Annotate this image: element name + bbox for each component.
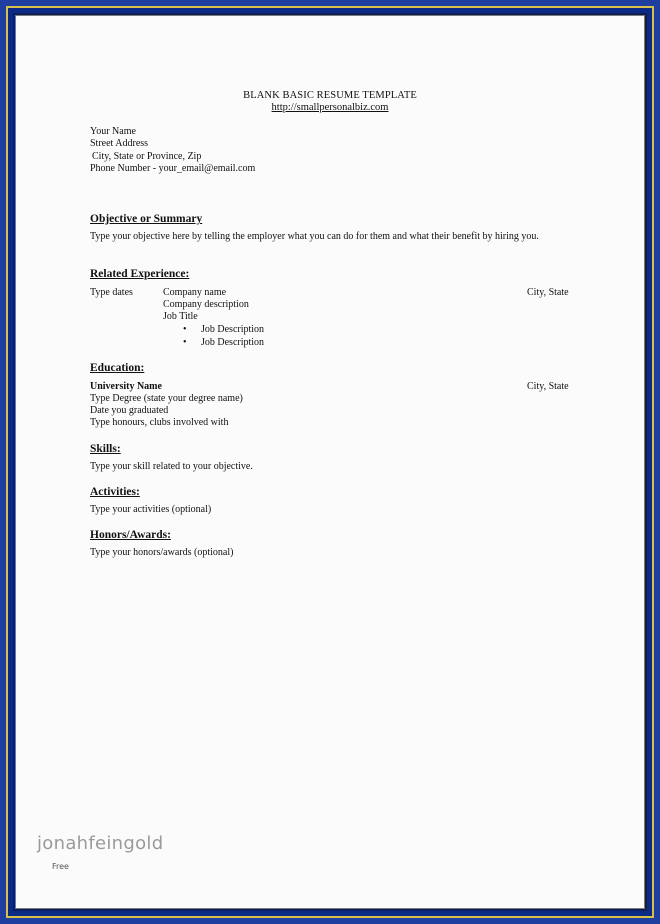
honors-text: Type your honors/awards (optional) — [90, 547, 234, 558]
objective-text: Type your objective here by telling the employer what you can do for them and what their benefit by hiring you. — [90, 231, 539, 242]
honors-heading: Honors/Awards: — [90, 529, 171, 541]
contact-name: Your Name — [90, 126, 136, 137]
contact-phone-email: Phone Number - your_email@email.com — [90, 163, 256, 174]
education-heading: Education: — [90, 362, 145, 374]
experience-company: Company name — [163, 287, 227, 298]
experience-description: Company description — [163, 299, 249, 310]
bullet-icon: • — [183, 337, 187, 348]
education-graduated: Date you graduated — [90, 405, 169, 416]
watermark-small-text: Free — [52, 862, 69, 871]
document-title: BLANK BASIC RESUME TEMPLATE — [243, 90, 417, 101]
objective-heading: Objective or Summary — [90, 213, 203, 225]
activities-heading: Activities: — [90, 486, 140, 498]
contact-street: Street Address — [90, 138, 149, 149]
experience-job-title: Job Title — [163, 311, 198, 322]
activities-text: Type your activities (optional) — [90, 504, 212, 515]
resume-page — [15, 15, 645, 909]
job-description-2: Job Description — [201, 337, 265, 348]
education-university: University Name — [90, 381, 162, 392]
experience-heading: Related Experience: — [90, 268, 190, 280]
experience-dates: Type dates — [90, 287, 133, 298]
skills-heading: Skills: — [90, 443, 121, 455]
watermark: jonahfeingold — [37, 833, 164, 854]
bullet-icon: • — [183, 324, 187, 335]
education-location: City, State — [527, 381, 569, 392]
education-honours: Type honours, clubs involved with — [90, 417, 229, 428]
skills-text: Type your skill related to your objective. — [90, 461, 253, 472]
education-degree: Type Degree (state your degree name) — [90, 393, 243, 404]
experience-location: City, State — [527, 287, 569, 298]
job-description-1: Job Description — [201, 324, 265, 335]
source-link[interactable]: http://smallpersonalbiz.com — [271, 102, 389, 113]
contact-city: City, State or Province, Zip — [92, 151, 202, 162]
